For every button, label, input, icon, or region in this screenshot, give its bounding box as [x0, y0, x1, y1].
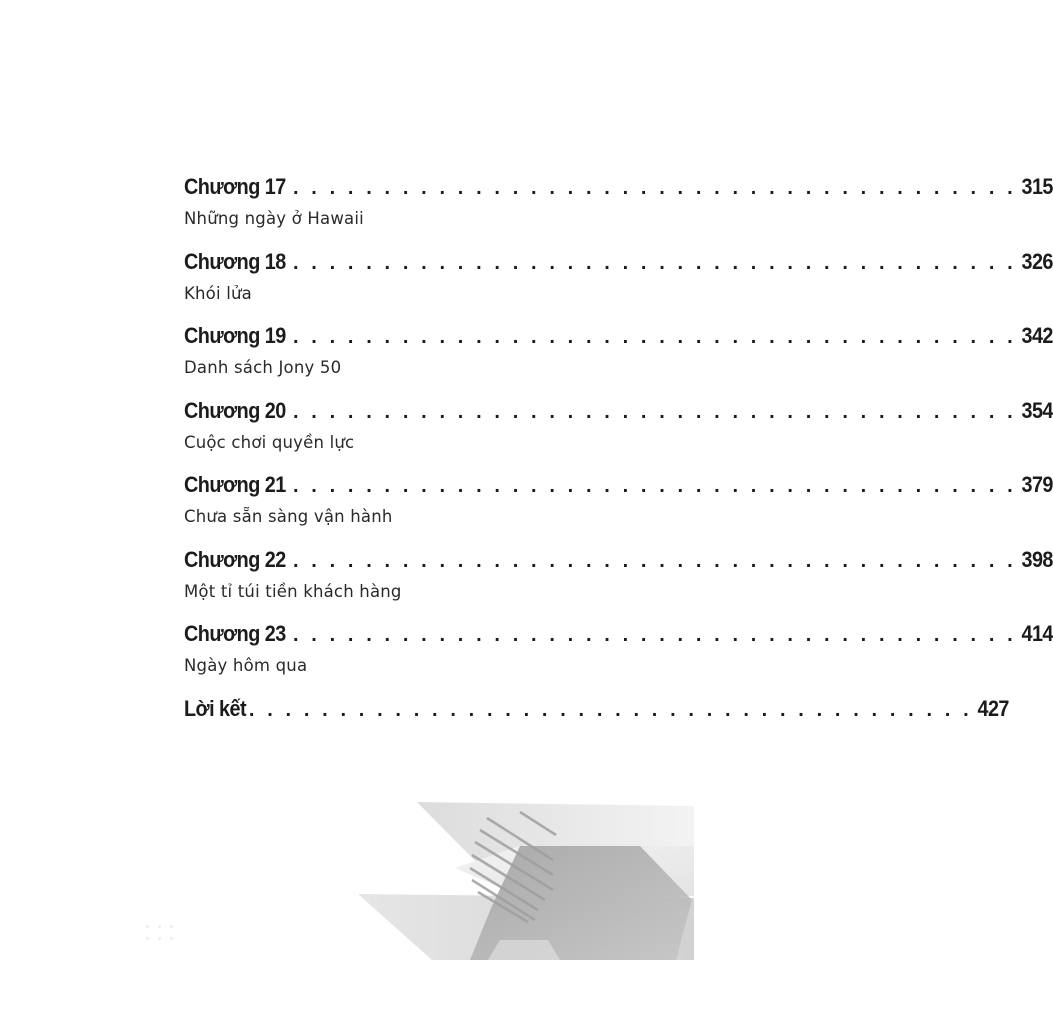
toc-entry-title: Chương 23: [184, 621, 286, 646]
toc-entry-page: 427: [977, 695, 1010, 721]
toc-leader-dots: . . . . . . . . . . . . . . . . . . . . . . . . . . . . . . . . . . . . . . . .: [292, 251, 1017, 274]
toc-entry-title: Lời kết: [184, 695, 247, 721]
toc-leader-dots: . . . . . . . . . . . . . . . . . . . . . . . . . . . . . . . . . . . . . . . .: [292, 177, 1017, 199]
decor-inner-sheen: [488, 940, 560, 960]
toc-entry-page: 326: [1021, 248, 1053, 274]
toc-entry-page: 379: [1021, 472, 1053, 497]
toc-entry-subtitle: Chưa sẵn sàng vận hành: [184, 507, 393, 526]
toc-entry-title: Chương 18: [184, 248, 286, 274]
toc-entry-title: Chương 20: [184, 397, 286, 423]
toc-entry-subtitle: Một tỉ túi tiền khách hàng: [184, 581, 402, 601]
toc-entry-title: Chương 22: [184, 546, 286, 572]
toc-entry-subtitle: Những ngày ở Hawaii: [184, 209, 364, 228]
toc-entry-subtitle: Khói lửa: [184, 283, 252, 303]
toc-leader-dots: . . . . . . . . . . . . . . . . . . . . . . . . . . . . . . . . . . . . . . . .: [292, 400, 1017, 423]
toc-entry-page: 398: [1021, 546, 1053, 572]
toc-entry-page: 354: [1021, 397, 1053, 423]
toc-entry-subtitle: Ngày hôm qua: [184, 656, 308, 675]
toc-entry-page: 315: [1021, 174, 1053, 199]
toc-leader-dots: . . . . . . . . . . . . . . . . . . . . . . . . . . . . . . . . . . . . . . . .: [292, 624, 1017, 646]
toc-leader-dots: . . . . . . . . . . . . . . . . . . . . . . . . . . . . . . . . . . . . . . . .: [292, 326, 1017, 348]
toc-leader-dots: . . . . . . . . . . . . . . . . . . . . . . . . . . . . . . . . . . . . . . . .: [292, 475, 1017, 497]
toc-entry-title: Chương 21: [184, 472, 286, 497]
toc-entry-title: Chương 17: [184, 174, 286, 199]
toc-entry-page: 342: [1021, 323, 1053, 348]
toc-entry-subtitle: Cuộc chơi quyền lực: [184, 432, 355, 452]
toc-leader-dots: . . . . . . . . . . . . . . . . . . . . . . . . . . . . . . . . . . . . . . . .: [292, 549, 1017, 572]
decor-faint-dot-grid: [146, 925, 173, 940]
toc-entry-title: Chương 19: [184, 323, 286, 348]
toc-entry-page: 414: [1021, 621, 1053, 646]
toc-leader-dots: . . . . . . . . . . . . . . . . . . . . . . . . . . . . . . . . . . . . . . . .: [248, 698, 973, 721]
toc-entry-subtitle: Danh sách Jony 50: [184, 358, 342, 377]
